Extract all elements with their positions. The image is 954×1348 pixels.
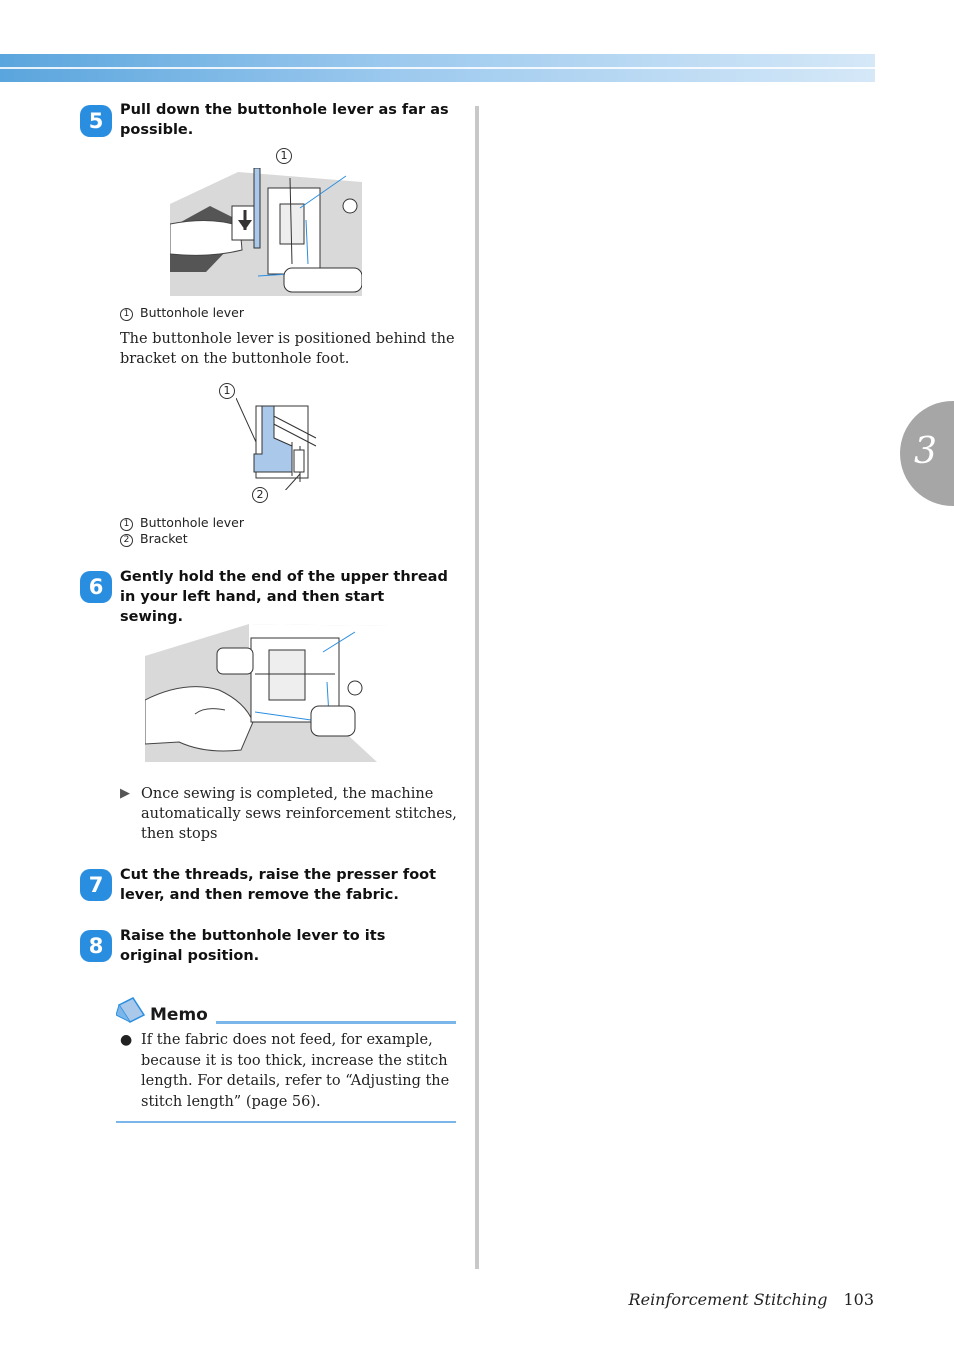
footer-section-title: Reinforcement Stitching xyxy=(628,1290,828,1309)
figure2-legend-item xyxy=(120,531,188,547)
result-arrow-icon: ▶ xyxy=(120,786,130,801)
buttonhole-lever-illustration xyxy=(170,168,362,296)
figure1-legend-item xyxy=(120,305,244,321)
chapter-number: 3 xyxy=(914,431,937,472)
step-7-text: Cut the threads, raise the presser foot lever, and then remove the fabric. xyxy=(120,867,437,903)
legend-number: 1 xyxy=(120,518,133,531)
step-5-badge: 5 xyxy=(80,105,112,137)
legend-label: Buttonhole lever xyxy=(140,305,244,320)
memo-header xyxy=(116,995,456,1027)
chapter-tab[interactable] xyxy=(900,401,954,506)
bracket-closeup-illustration xyxy=(236,398,322,490)
figure2-legend-item xyxy=(120,515,244,531)
step-7-badge: 7 xyxy=(80,869,112,901)
sewing-start-illustration xyxy=(145,624,389,762)
step-5-text: Pull down the buttonhole lever as far as possible. xyxy=(120,102,449,138)
memo-text: If the fabric does not feed, for example, because it is too thick, increase the stitch length. For details, refer to “Adjusting the stitch length” (page 56). xyxy=(141,1032,450,1110)
page-number: 103 xyxy=(843,1290,874,1309)
figure2-callout-2: 2 xyxy=(252,487,268,503)
page-footer xyxy=(629,1290,874,1309)
lever-position-note: The buttonhole lever is positioned behind the bracket on the buttonhole foot. xyxy=(120,331,455,367)
memo-rule xyxy=(216,1021,456,1024)
column-divider xyxy=(475,106,479,1269)
figure1-callout-1: 1 xyxy=(276,148,292,164)
memo-pencil-icon xyxy=(116,995,146,1025)
step-6-result xyxy=(120,784,460,844)
memo-body xyxy=(120,1030,450,1112)
legend-number: 2 xyxy=(120,534,133,547)
result-text: Once sewing is completed, the machine automatically sews reinforcement stitches, then stops xyxy=(141,786,457,842)
memo-bottom-rule xyxy=(116,1121,456,1123)
step-8-badge: 8 xyxy=(80,930,112,962)
memo-bullet-icon: ● xyxy=(120,1032,133,1048)
step-6-text: Gently hold the end of the upper thread in your left hand, and then start sewing. xyxy=(120,569,448,625)
top-banner xyxy=(0,54,875,82)
legend-number: 1 xyxy=(120,308,133,321)
memo-title: Memo xyxy=(150,1005,208,1025)
figure2-callout-1: 1 xyxy=(219,383,235,399)
banner-stripe xyxy=(0,67,875,69)
legend-label: Buttonhole lever xyxy=(140,515,244,530)
legend-label: Bracket xyxy=(140,531,188,546)
step-6-badge: 6 xyxy=(80,571,112,603)
step-8-text: Raise the buttonhole lever to its original position. xyxy=(120,928,386,964)
